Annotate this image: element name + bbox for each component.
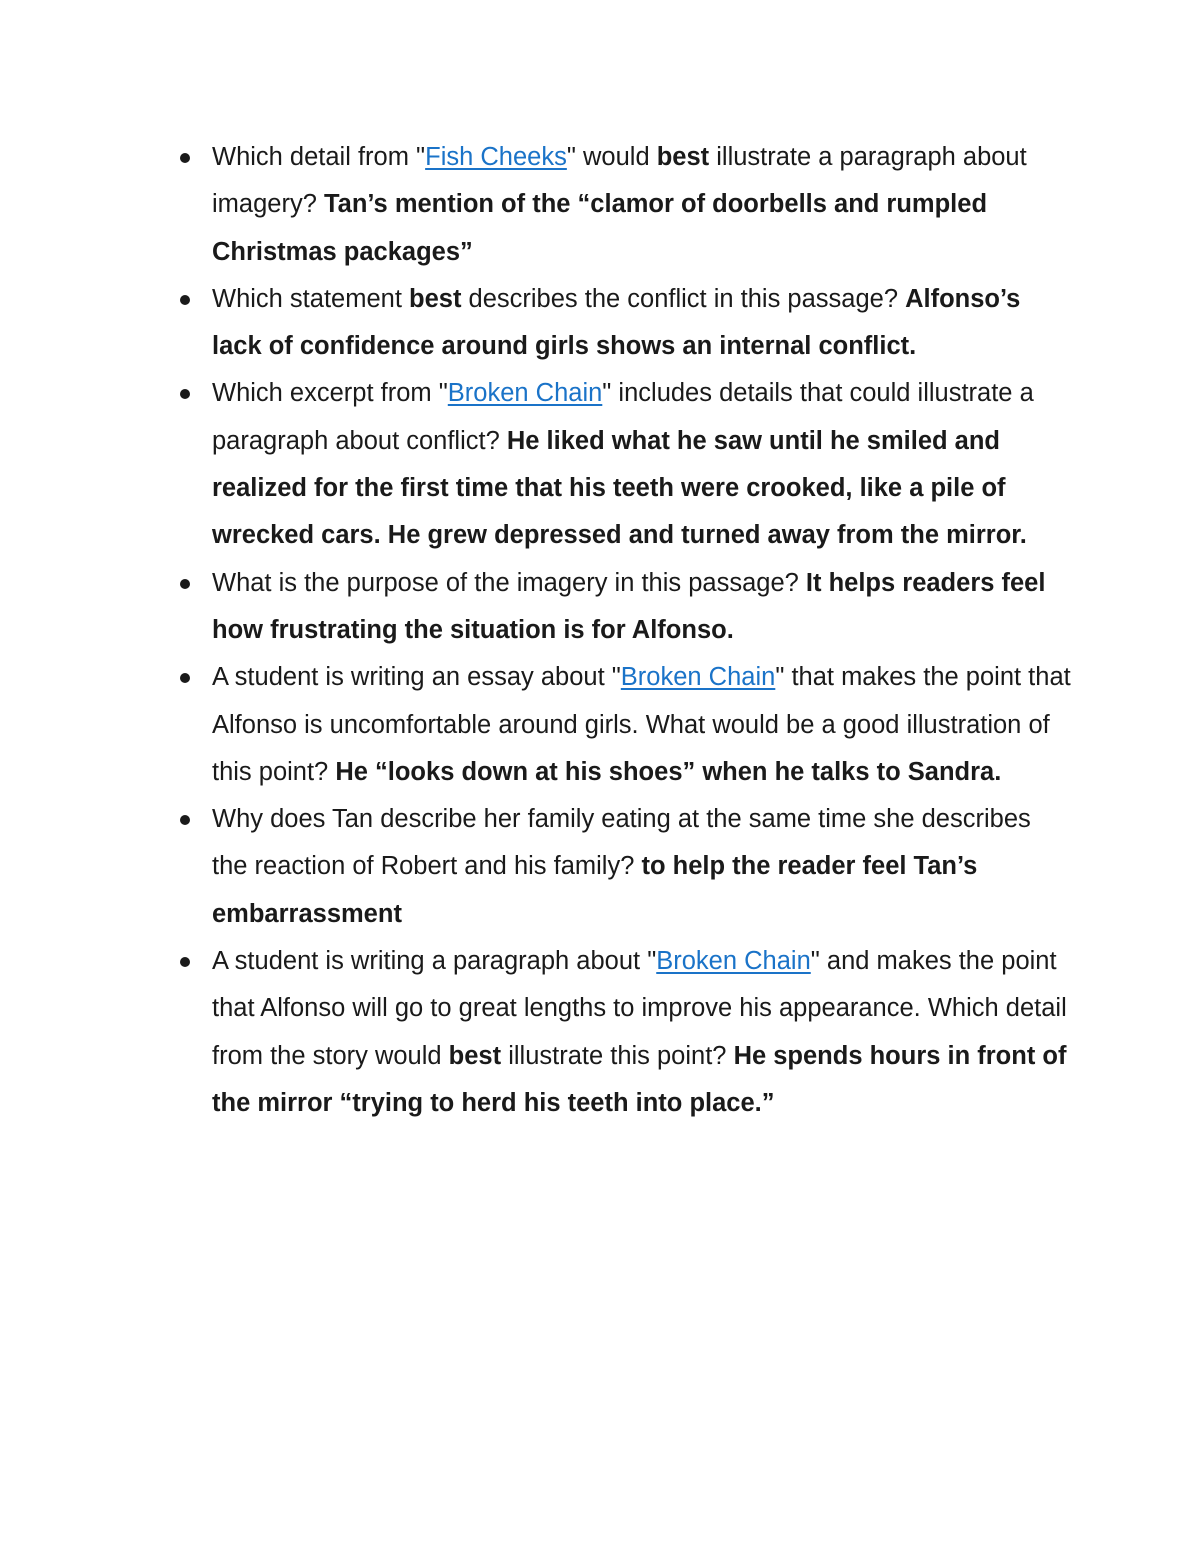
list-item: [212, 560, 1072, 655]
question-text: " would: [566, 143, 657, 171]
question-answer-list: [212, 134, 1072, 1127]
question-text: A student is writing a paragraph about ": [212, 947, 657, 976]
bullet-icon: [180, 295, 190, 305]
answer-text: It helps readers feel how frustrating the situation is for Alfonso.: [212, 568, 1046, 644]
story-link-fish-cheeks[interactable]: Fish Cheeks: [425, 143, 567, 171]
bullet-icon: [180, 673, 190, 683]
list-item: [212, 938, 1072, 1127]
bullet-icon: [180, 579, 190, 589]
question-text: " includes details that could illustrate a paragraph about conflict?: [212, 379, 1034, 455]
emphasis-text: best: [448, 1041, 502, 1070]
question-text: Which statement: [212, 284, 409, 313]
answer-text: Tan’s mention of the “clamor of doorbells and rumpled Christmas packages”: [212, 190, 988, 266]
question-text: " and makes the point that Alfonso will go to great lengths to improve his appearance. Which detail from the story would: [212, 947, 1067, 1070]
list-item: [212, 134, 1072, 276]
bullet-icon: [180, 815, 190, 825]
answer-text: He liked what he saw until he smiled and realized for the first time that his teeth were crooked, like a pile of wrecked cars. He grew depressed and turned away from the mirror.: [212, 426, 1027, 550]
list-item: [212, 796, 1072, 938]
list-item: [212, 654, 1072, 796]
list-item: [212, 370, 1072, 559]
question-text: illustrate a paragraph about imagery?: [212, 143, 1027, 219]
question-text: " that makes the point that Alfonso is uncomfortable around girls. What would be a good illustration of this point?: [212, 663, 1071, 786]
list-item: [212, 276, 1072, 371]
question-text: illustrate this point?: [501, 1041, 734, 1070]
bullet-icon: [180, 389, 190, 399]
answer-text: He spends hours in front of the mirror “trying to herd his teeth into place.”: [212, 1041, 1067, 1117]
question-text: A student is writing an essay about ": [212, 663, 621, 692]
question-text: Which excerpt from ": [212, 379, 448, 408]
question-text: Why does Tan describe her family eating at the same time she describes the reaction of Robert and his family?: [212, 805, 1031, 881]
answer-text: Alfonso’s lack of confidence around girls shows an internal conflict.: [212, 284, 1021, 361]
answer-text: to help the reader feel Tan’s embarrassment: [212, 852, 978, 928]
question-text: describes the conflict in this passage?: [461, 284, 906, 313]
emphasis-text: best: [409, 284, 462, 313]
story-link-broken-chain[interactable]: Broken Chain: [620, 663, 776, 692]
story-link-broken-chain[interactable]: Broken Chain: [447, 379, 603, 408]
question-text: What is the purpose of the imagery in this passage?: [212, 568, 806, 597]
bullet-icon: [180, 153, 190, 163]
answer-text: He “looks down at his shoes” when he talks to Sandra.: [335, 757, 1002, 786]
question-text: Which detail from ": [212, 143, 426, 171]
bullet-icon: [180, 957, 190, 967]
story-link-broken-chain[interactable]: Broken Chain: [656, 947, 811, 976]
emphasis-text: best: [656, 143, 710, 171]
